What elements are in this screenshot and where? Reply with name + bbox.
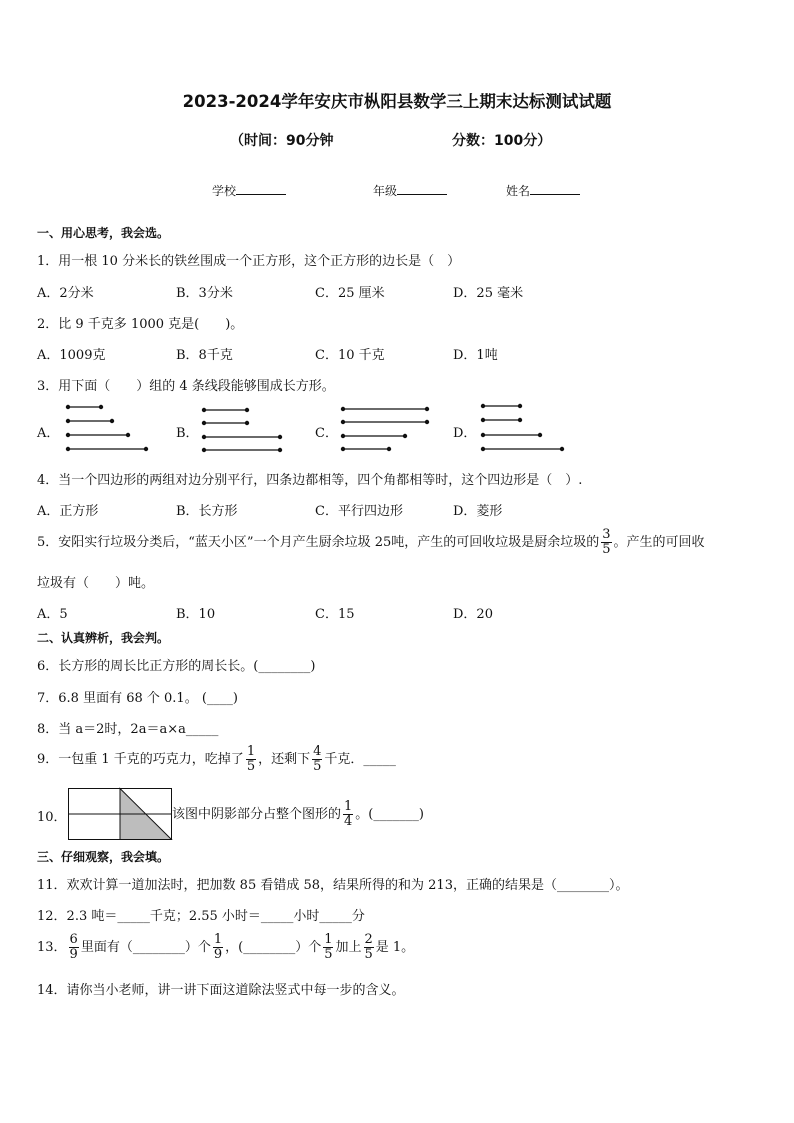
q13-text: 13． $\frac{6}{9}$ 里面有（________）个 $\frac{1}{9}$ ，(________）个 $\frac{1}{5}$ 加上 $\frac{2}{5}$ 是 1。	[37, 932, 415, 962]
q13-part-b: ，(________）个	[225, 940, 322, 955]
q5-option-d[interactable]: D．20	[453, 607, 493, 622]
q2-option-b[interactable]: B．8千克	[176, 348, 233, 363]
q4-option-a[interactable]: A．正方形	[37, 504, 99, 519]
q2-stem: 2．比 9 千克多 1000 克是( )。	[37, 317, 244, 332]
q5-option-a[interactable]: A．5	[37, 607, 68, 622]
q13-part-a: 里面有（________）个	[80, 940, 211, 955]
q3-option-a[interactable]: A．	[37, 426, 60, 441]
q3-stem: 3．用下面（ ）组的 4 条线段能够围成长方形。	[37, 379, 335, 394]
section-2-heading: 二、认真辨析，我会判。	[37, 631, 170, 645]
q3-option-d[interactable]: D．	[453, 426, 477, 441]
q9-fraction-2-denominator: 5	[313, 759, 322, 774]
q4-option-d[interactable]: D．菱形	[453, 504, 503, 519]
section-3-heading: 三、仔细观察，我会填。	[37, 850, 170, 864]
q13-fraction-2-numerator: 1	[213, 932, 223, 947]
q9-part-c: 千克．_____	[324, 752, 396, 767]
q9-part-a: 9．一包重 1 千克的巧克力，吃掉了	[37, 752, 244, 767]
q9-fraction-2	[312, 745, 322, 774]
q11-text: 11．欢欢计算一道加法时，把加数 85 看错成 58，结果所得的和为 213，正确的结果是（________）。	[37, 878, 629, 893]
q13-fraction-4	[364, 933, 374, 962]
q13-fraction-2	[213, 933, 223, 962]
q13-fraction-3-numerator: 1	[324, 932, 333, 947]
q14-text: 14．请你当小老师，讲一讲下面这道除法竖式中每一步的含义。	[37, 983, 405, 998]
q2-option-c[interactable]: C．10 千克	[315, 348, 385, 363]
q3-option-b[interactable]: B．	[176, 426, 199, 441]
q13-fraction-1-numerator: 6	[69, 932, 78, 947]
q5-fraction-denominator: 5	[602, 542, 611, 557]
score-label: 分数：100分）	[452, 133, 552, 149]
q3-figure-b	[202, 408, 281, 451]
q13-fraction-3	[323, 933, 333, 962]
section-1-heading: 一、用心思考，我会选。	[37, 226, 170, 240]
q9-fraction-1	[246, 745, 256, 774]
q5-option-b[interactable]: B．10	[176, 607, 216, 622]
q9-fraction-2-numerator: 4	[313, 744, 322, 759]
q3-figure-d	[481, 404, 563, 450]
q4-option-c[interactable]: C．平行四边形	[315, 504, 403, 519]
school-label: 学校	[212, 184, 237, 198]
q10-number: 10．	[37, 810, 67, 825]
q9-part-b: ，还剩下	[258, 752, 311, 767]
q10-part-a: 该图中阴影部分占整个图形的	[172, 807, 342, 822]
q9-text	[37, 742, 396, 778]
q7-text: 7．6.8 里面有 68 个 0.1。 (____)	[37, 691, 238, 706]
q5-fraction	[601, 528, 611, 557]
q5-fraction-numerator: 3	[602, 527, 611, 542]
q10-fraction-numerator: 1	[344, 799, 353, 814]
q13-fraction-3-denominator: 5	[324, 947, 333, 962]
q13-part-c: 加上	[335, 940, 362, 955]
q5-stem-part-a: 5．安阳实行垃圾分类后，“蓝天小区”一个月产生厨余垃圾 25吨，产生的可回收垃圾是厨余垃圾的	[37, 535, 600, 550]
name-label: 姓名	[506, 184, 531, 198]
q4-option-b[interactable]: B．长方形	[176, 504, 238, 519]
q5-stem-line2: 垃圾有（ ）吨。	[37, 576, 155, 591]
q6-text: 6．长方形的周长比正方形的周长长。(________)	[37, 659, 316, 674]
q13-fraction-4-numerator: 2	[364, 932, 373, 947]
q1-option-b[interactable]: B．3分米	[176, 286, 233, 301]
q4-stem: 4．当一个四边形的两组对边分别平行，四条边都相等，四个角都相等时，这个四边形是（ ）.	[37, 473, 583, 488]
q1-option-a[interactable]: A．2分米	[37, 286, 94, 301]
q10-fraction-denominator: 4	[344, 814, 353, 829]
q9-fraction-1-denominator: 5	[246, 759, 256, 774]
q13-fraction-2-denominator: 9	[213, 947, 223, 962]
q12-text: 12．2.3 吨＝_____千克；2.55 小时＝_____小时_____分	[37, 909, 365, 924]
q10-text	[172, 797, 424, 833]
q5-stem-part-b: 。产生的可回收	[613, 535, 705, 550]
page-title: 2023-2024学年安庆市枞阳县数学三上期末达标测试试题	[182, 92, 612, 111]
q13-fraction-1	[69, 933, 79, 962]
time-label: （时间：90分钟	[230, 133, 334, 149]
q2-option-d[interactable]: D．1吨	[453, 348, 498, 363]
q3-figure-a	[66, 405, 147, 450]
q10-shaded-figure	[68, 788, 172, 840]
q9-fraction-1-numerator: 1	[246, 744, 256, 759]
q2-option-a[interactable]: A．1009克	[37, 348, 106, 363]
q1-option-d[interactable]: D．25 毫米	[453, 286, 524, 301]
grade-label: 年级	[373, 184, 398, 198]
q1-stem: 1．用一根 10 分米长的铁丝围成一个正方形，这个正方形的边长是（ ）	[37, 254, 461, 269]
q13-part-d: 是 1。	[375, 940, 415, 955]
q13-fraction-1-denominator: 9	[69, 947, 78, 962]
q10-part-b: 。(_______)	[355, 807, 424, 822]
q1-option-c[interactable]: C．25 厘米	[315, 286, 385, 301]
q3-figure-c	[341, 407, 428, 450]
q5-stem-line1	[37, 525, 705, 561]
q10-fraction	[343, 800, 353, 829]
q8-text: 8．当 a＝2时，2a＝a×a_____	[37, 722, 219, 737]
q3-option-c[interactable]: C．	[315, 426, 338, 441]
q13-fraction-4-denominator: 5	[364, 947, 373, 962]
q5-option-c[interactable]: C．15	[315, 607, 355, 622]
